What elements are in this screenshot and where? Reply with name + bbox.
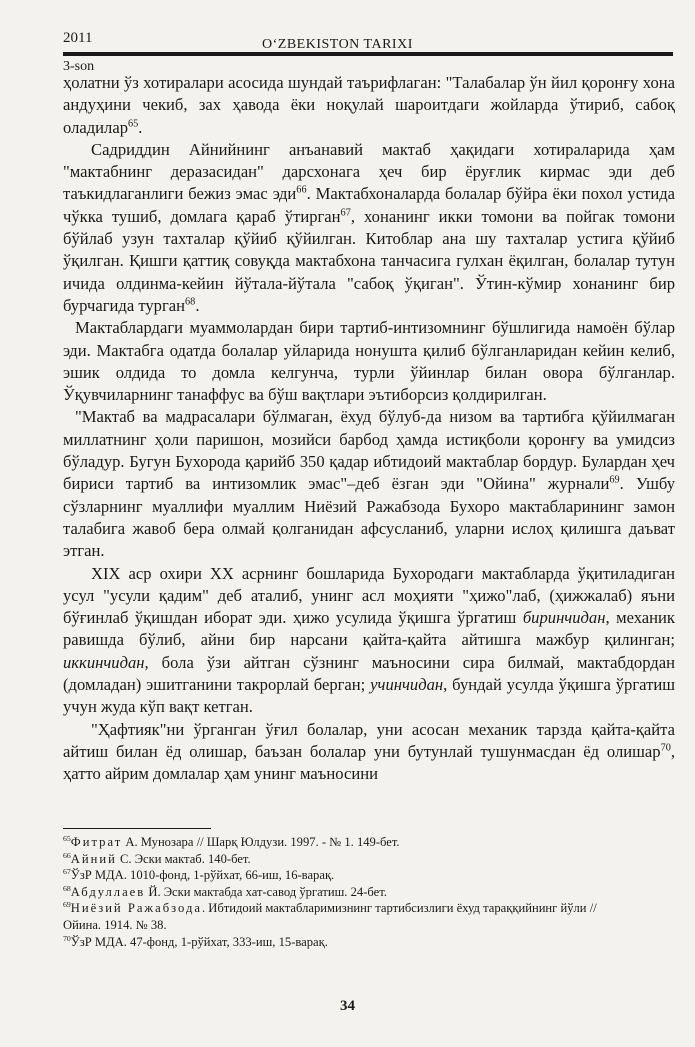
text-run: , хонанинг икки томони ва пойгак томони бўйлаб узун тахталар қўйиб қўйилган. Китоблар ана шу тахталар устига қўйиб ўқилган. Қишги қаттиқ совуқда мактабхона танчасига гулхан ёқилган, болалар тутун ичида олдинма-кейин йўтала-йўтала "сабоқ ўқиган". Ўтин-кўмир хонанинг бир бурчагида турган <box>63 206 675 315</box>
header-rule <box>63 52 673 56</box>
text-run: , ҳатто айрим домлалар ҳам унинг маъносини <box>63 741 675 784</box>
text-run: . <box>195 295 200 315</box>
footnote-number: 70 <box>63 933 71 943</box>
emphasis: иккинчидан <box>63 652 145 672</box>
text-run: . Мактабхоналарда болалар бўйра ёки похол устида чўкка тушиб, домлага қараб ўтирган <box>63 184 676 226</box>
footnote-text: А. Мунозара // Шарқ Юлдузи. 1997. - № 1. 149-бет. <box>122 835 400 849</box>
footnote <box>63 867 623 884</box>
footnotes <box>63 834 623 950</box>
footnote-ref: 65 <box>128 118 139 130</box>
text-run: , механик равишда бўлиб, айни бир нарсани қайта-қайта айтишга мажбур қилинган; <box>63 608 675 650</box>
footnote-ref: 69 <box>609 474 620 486</box>
header-year: 2011 <box>63 30 93 46</box>
footnote-text: ЎзР МДА. 1010-фонд, 1-рўйхат, 66-иш, 16-варақ. <box>70 868 335 883</box>
paragraph <box>63 139 675 317</box>
text-run: ҳолатни ўз хотиралари асосида шундай таърифлаган: "Талабалар ўн йил қоронғу хона андуҳини чекиб, зах ҳавода ёки ноқулай шароитдаги жойларда ўтириб, сабоқ оладилар <box>63 73 675 137</box>
text-run: Мактаблардаги муаммолардан бири тартиб-интизомнинг бўшлигида намоён бўлар эди. Мактабга одатда болалар уйларида нонушта қилиб бўлганларидан кейин келиб, эшик олдида то домла келгунча, турли ўйинлар билан овора бўлганлар. Ўқувчиларнинг танаффус ва бўш вақтлари эътиборсиз қолдирилган. <box>63 318 675 405</box>
paragraph <box>63 406 675 562</box>
footnote-number: 65 <box>63 833 71 843</box>
footnote-text: Й. Эски мактабда хат-савод ўргатиш. 24-бет. <box>145 884 387 899</box>
paragraph <box>63 72 675 139</box>
text-run: , бола ўзи айтган сўзнинг маъносини сира билмай, мактабдордан (домладан) эшитганини такрорлай берган; <box>63 652 675 695</box>
paragraph <box>63 317 675 406</box>
footnote-text: ЎзР МДА. 47-фонд, 1-рўйхат, 333-иш, 15-варақ. <box>70 934 328 949</box>
paragraph <box>63 563 675 719</box>
footnote-number: 67 <box>63 867 71 876</box>
footnote-author: Айний <box>70 851 117 866</box>
footnote-ref: 66 <box>296 184 307 196</box>
text-run: Садриддин Айнийнинг анъанавий мактаб ҳақидаги хотираларида ҳам "мактабнинг деразасидан" дарсхонага ҳеч бир ёруғлик кирмас эди деб таъкидлаганлиги бежиз эмас эди <box>63 139 675 204</box>
footnote-number: 69 <box>63 900 71 910</box>
issue-label: 3-son <box>63 59 95 74</box>
footnote-ref: 67 <box>340 207 351 219</box>
text-run: . Ушбу сўзларнинг муаллифи муаллим Ниёзий Ражабзода Бухоро мактабларининг замон талабига жавоб бера олмай қолганидан афсусланиб, уларни ислоҳ қилишга даъват этган. <box>63 474 675 561</box>
footnote <box>63 851 623 868</box>
text-run: XIX аср охири XX асрнинг бошларида Бухородаги мактабларда ўқитиладиган усул "усули қадим" деб аталиб, унинг асл моҳияти "ҳижо"лаб, (ҳижжалаб) яъни бўғинлаб ўқишдан иборат эди. ҳижо усулида ўқишга ўргатиш <box>63 563 675 628</box>
footnote-text: . Ибтидоий мактабларимизнинг тартибсизлиги ёхуд тараққийнинг йўли // Ойина. 1914. № 38. <box>63 901 597 932</box>
footnote-ref: 68 <box>185 296 196 308</box>
footnote-author: Фитрат <box>70 835 123 849</box>
footnote-author: Абдуллаев <box>70 884 146 899</box>
text-run: "Ҳафтияк"ни ўрганган ўғил болалар, уни асосан механик тарзда қайта-қайта айтиш билан ёд олишар, баъзан болалар уни бутунлай тушунмасдан ёд олишар <box>63 719 675 761</box>
text-run: . <box>138 117 143 137</box>
footnote-ref: 70 <box>660 742 671 754</box>
footnote-number: 68 <box>63 883 71 893</box>
body-text <box>63 72 675 786</box>
emphasis: учинчидан <box>370 675 444 695</box>
footnote <box>63 884 623 901</box>
journal-title: O‘ZBEKISTON TARIXI <box>262 37 413 52</box>
emphasis: биринчидан <box>522 608 606 628</box>
footnote-number: 66 <box>63 850 71 860</box>
footnote-author: Ниёзий Ражабзода <box>70 901 202 916</box>
text-run: "Мактаб ва мадрасалари бўлмаган, ёхуд бўлуб-да низом ва тартибга қўйилмаган миллатнинг ҳоли паришон, мозийси барбод ҳамда истиқболи қоронғу ва умидсиз бўладур. Бугун Бухорода қарийб 350 қадар ибтидоий мактаблар бордур. Булардан ҳеч бириси тартиб ва интизомлик эмас"–деб ёзган эди "Ойина" журнали <box>63 407 675 494</box>
footnote <box>63 934 623 951</box>
page-number: 34 <box>340 998 355 1014</box>
text-run: , бундай усулда ўқишга ўргатиш учун жуда кўп вақт кетган. <box>63 675 675 717</box>
footnote-rule <box>63 828 211 829</box>
footnote <box>63 834 623 851</box>
footnote-text: С. Эски мактаб. 140-бет. <box>116 851 251 866</box>
paragraph <box>63 719 675 786</box>
footnote <box>63 900 623 933</box>
